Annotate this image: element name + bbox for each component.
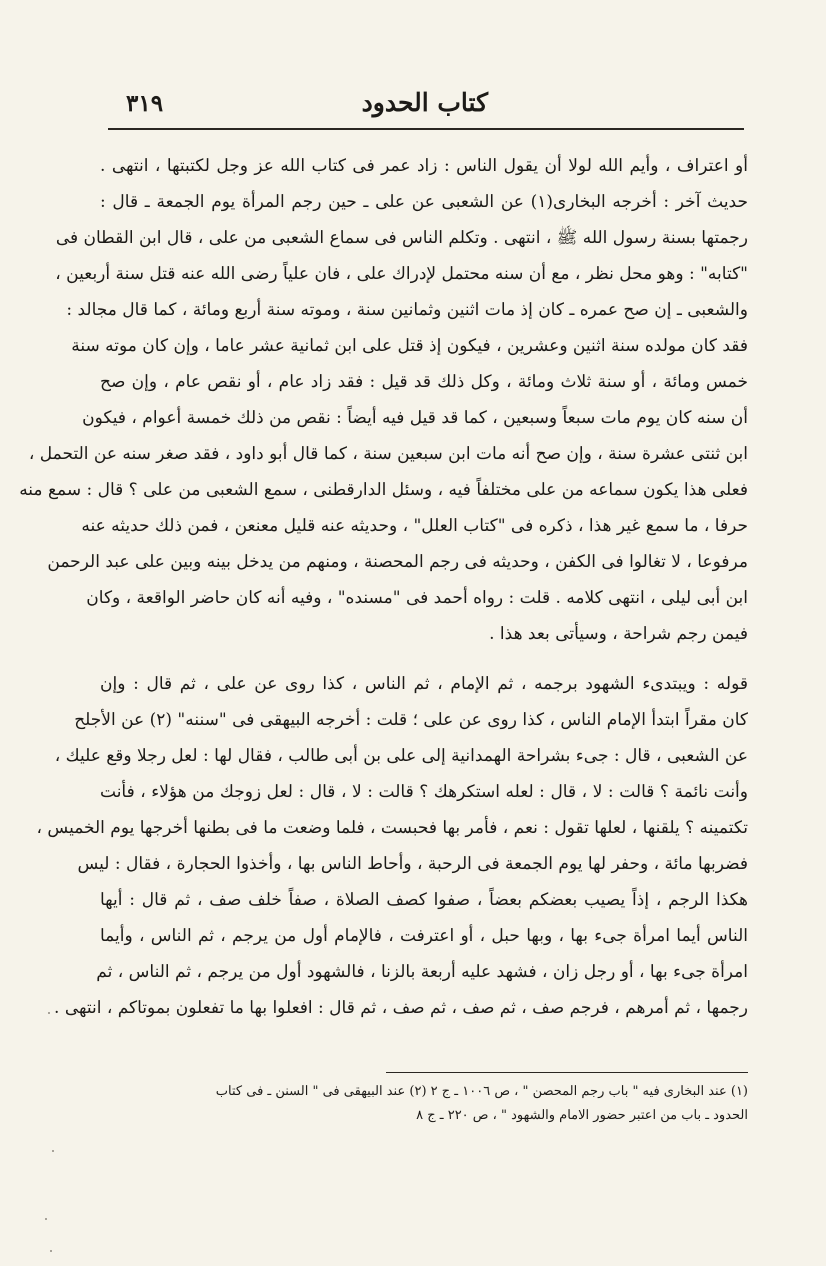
text-line: حديث آخر : أخرجه البخارى(١) عن الشعبى عن على ـ حين رجم المرأة يوم الجمعة ـ قال : [100,192,748,212]
paper-speck [50,1250,52,1252]
text-line: قوله : ويبتدىء الشهود برجمه ، ثم الإمام ، ثم الناس ، كذا روى عن على ، ثم قال : وإن [100,674,748,694]
text-line: حرفا ، ما سمع غير هذا ، ذكره فى "كتاب العلل" ، وحديثه عنه قليل معنعن ، فمن ذلك حديثه عنه [81,516,748,536]
text-line: فعلى هذا يكون سماعه من على مختلفاً فيه ، وسئل الدارقطنى ، سمع الشعبى من على ؟ قال : سمع منه [19,480,748,500]
text-line: تكتمينه ؟ يلقنها ، لعلها تقول : نعم ، فأمر بها فحبست ، فلما وضعت ما فى بطنها أخرجها يوم الخميس ، [36,818,748,838]
text-line: أن سنه كان يوم مات سبعاً وسبعين ، كما قد قيل فيه أيضاً : نقص من ذلك خمسة أعوام ، فيكون [82,408,748,428]
text-line: عن الشعبى ، قال : جىء بشراحة الهمدانية إلى على بن أبى طالب ، فقال لها : لعل رجلا وقع عليك ، [54,746,748,766]
text-line: وأنت نائمة ؟ قالت : لا ، قال : لعله استكرهك ؟ قالت : لا ، قال : لعل زوجك من هؤلاء ، فأنت [100,782,748,802]
text-line: مرفوعا ، لا تغالوا فى الكفن ، وحديثه فى رجم المحصنة ، ومنهم من يدخل بينه وبين على عبد الرحمن [47,552,748,572]
paper-speck [45,1218,47,1220]
paper-speck [52,1150,54,1152]
page-header [108,84,748,126]
header-rule [108,128,744,130]
text-line: فضربها مائة ، وحفر لها يوم الجمعة فى الرحبة ، وأحاط الناس بها ، وأخذوا الحجارة ، فقال : ليس [77,854,748,874]
text-line: ابن ثنتى عشرة سنة ، وإن صح أنه مات ابن سبعين سنة ، كما قال أبو داود ، فقد صغر سنه عن التحمل ، [28,444,748,464]
paragraph-1 [19,148,748,652]
text-line: كان مقراً ابتدأ الإمام الناس ، كذا روى عن على ؛ قلت : أخرجه البيهقى فى "سننه" (٢) عن الأجلح [74,710,748,730]
text-line: امرأة جىء بها ، أو رجل زان ، فشهد عليه أربعة بالزنا ، فالشهود أول من يرجم ، ثم الناس ، ثم [96,962,748,982]
paragraph-gap [100,652,748,666]
text-line: "كتابه" : وهو محل نظر ، مع أن سنه محتمل لإدراك على ، فان علياً رضى الله عنه قتل سنة أربعين ، [55,264,748,284]
text-line: فقد كان مولده سنة اثنين وعشرين ، فيكون إذ قتل على ابن ثمانية عشر عاما ، وإن كان موته سنة [71,336,748,356]
text-line: خمس ومائة ، أو سنة ثلاث ومائة ، وكل ذلك قد قيل : فقد زاد عام ، أو نقص عام ، وإن صح [100,372,748,392]
text-line: فيمن رجم شراحة ، وسيأتى بعد هذا . [489,624,748,644]
paragraph-2 [36,666,748,1026]
text-line: أو اعتراف ، وأيم الله لولا أن يقول الناس : زاد عمر فى كتاب الله عز وجل لكتبتها ، انتهى . [100,156,748,176]
footnote-rule [386,1072,748,1073]
text-line: الناس أيما امرأة جىء بها ، وبها حبل ، أو اعترفت ، فالإمام أول من يرجم ، ثم الناس ، وأيما [100,926,748,946]
text-line: رجمها ، ثم أمرهم ، فرجم صف ، ثم صف ، ثم صف ، ثم قال : افعلوا بها ما تفعلون بموتاكم ، انتهى . [54,998,748,1018]
text-line: هكذا الرجم ، إذاً يصيب بعضكم بعضاً ، صفوا كصف الصلاة ، صفاً خلف صف ، ثم قال : أيها [100,890,748,910]
text-line: ابن أبى ليلى ، انتهى كلامه . قلت : رواه أحمد فى "مسنده" ، وفيه أنه كان حاضر الواقعة ، وكان [86,588,748,608]
footnote-line: (١) عند البخارى فيه " باب رجم المحصن " ، ص ١٠٠٦ ـ ج ٢ (٢) عند البيهقى فى " السنن ـ فى كتاب [215,1084,748,1099]
main-text [19,148,748,1026]
footnotes [108,1080,748,1128]
text-line: رجمتها بسنة رسول الله ﷺ ، انتهى . وتكلم الناس فى سماع الشعبى من على ، قال ابن القطان فى [55,228,748,248]
text-line: والشعبى ـ إن صح عمره ـ كان إذ مات اثنين وثمانين سنة ، وموته سنة أربع ومائة ، كما قال مجالد : [66,300,748,320]
page-number: ٣١٩ [126,90,164,117]
footnote-line: الحدود ـ باب من اعتبر حضور الامام والشهود " ، ص ٢٢٠ ـ ج ٨ [416,1108,748,1123]
page-title: كتاب الحدود [361,88,488,117]
paper-speck [48,1012,50,1014]
